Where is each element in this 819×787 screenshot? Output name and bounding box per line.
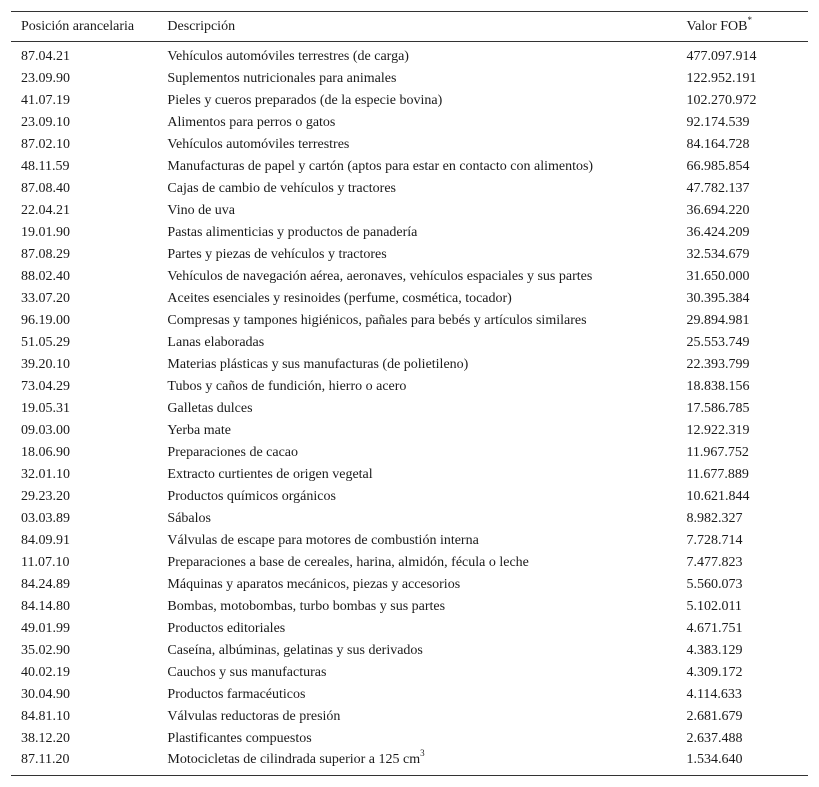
cell-description: Extracto curtientes de origen vegetal (167, 466, 373, 482)
table-row (11, 596, 808, 618)
cell-position: 29.23.20 (21, 488, 70, 504)
cell-position: 84.14.80 (21, 598, 70, 614)
cell-description: Tubos y caños de fundición, hierro o acero (167, 378, 407, 394)
cell-description: Vino de uva (167, 202, 236, 218)
cell-value-fob: 5.102.011 (686, 598, 742, 614)
cell-description: Vehículos de navegación aérea, aeronaves, vehículos espaciales y sus partes (167, 268, 593, 284)
cell-value-fob: 4.114.633 (686, 686, 742, 702)
cell-position: 19.01.90 (21, 224, 70, 240)
cell-value-fob: 4.309.172 (686, 664, 743, 680)
cell-description: Vehículos automóviles terrestres (de carga) (167, 48, 409, 64)
cell-value-fob: 8.982.327 (686, 510, 743, 526)
cell-value-fob: 2.681.679 (686, 708, 743, 724)
cell-position: 03.03.89 (21, 510, 70, 526)
cell-position: 84.24.89 (21, 576, 70, 592)
table-row (11, 530, 808, 552)
cell-position: 48.11.59 (21, 158, 70, 174)
cell-value-fob: 92.174.539 (686, 114, 750, 130)
cell-position: 41.07.19 (21, 92, 70, 108)
table-row (11, 376, 808, 398)
cell-position: 35.02.90 (21, 642, 70, 658)
cell-position: 87.08.40 (21, 180, 70, 196)
cell-description: Válvulas reductoras de presión (167, 708, 341, 724)
cell-position: 51.05.29 (21, 334, 70, 350)
cell-position: 84.09.91 (21, 532, 70, 548)
table-row (11, 244, 808, 266)
cell-value-fob: 36.424.209 (686, 224, 750, 240)
cell-description: Preparaciones de cacao (167, 444, 299, 460)
header-description: Descripción (157, 12, 676, 42)
cell-description: Aceites esenciales y resinoides (perfume, cosmética, tocador) (167, 290, 512, 306)
cell-description: Pastas alimenticias y productos de panadería (167, 224, 418, 240)
table-row (11, 134, 808, 156)
cell-value-fob: 32.534.679 (686, 246, 750, 262)
cell-value-fob: 4.383.129 (686, 642, 743, 658)
cell-description: Pieles y cueros preparados (de la especie bovina) (167, 92, 443, 108)
cell-position: 87.11.20 (21, 752, 70, 768)
table-row (11, 398, 808, 420)
table-row (11, 420, 808, 442)
cell-position: 49.01.99 (21, 620, 70, 636)
cell-description: Máquinas y aparatos mecánicos, piezas y accesorios (167, 576, 461, 592)
table-row (11, 640, 808, 662)
cell-position: 88.02.40 (21, 268, 70, 284)
cell-position: 39.20.10 (21, 356, 70, 372)
cell-position: 11.07.10 (21, 554, 70, 570)
cell-value-fob: 11.967.752 (686, 444, 749, 460)
table-row (11, 354, 808, 376)
cell-description: Cajas de cambio de vehículos y tractores (167, 180, 397, 196)
cell-value-fob: 66.985.854 (686, 158, 750, 174)
table-row (11, 508, 808, 530)
table-row (11, 332, 808, 354)
cell-position: 87.08.29 (21, 246, 70, 262)
cell-value-fob: 84.164.728 (686, 136, 750, 152)
table-row (11, 574, 808, 596)
cell-description: Preparaciones a base de cereales, harina, almidón, fécula o leche (167, 554, 529, 570)
cell-value-fob: 122.952.191 (686, 70, 757, 86)
table-row (11, 750, 808, 776)
cell-value-fob: 10.621.844 (686, 488, 750, 504)
cell-value-fob: 36.694.220 (686, 202, 750, 218)
table-row (11, 90, 808, 112)
table-row (11, 618, 808, 640)
table-header-row (11, 12, 808, 42)
cell-description: Materias plásticas y sus manufacturas (de polietileno) (167, 356, 469, 372)
cell-description: Productos editoriales (167, 620, 286, 636)
cell-position: 19.05.31 (21, 400, 70, 416)
table-row (11, 728, 808, 750)
cell-position: 96.19.00 (21, 312, 70, 328)
cell-description: Motocicletas de cilindrada superior a 125 $cm^3$ (167, 748, 425, 768)
cell-position: 40.02.19 (21, 664, 70, 680)
cell-value-fob: 22.393.799 (686, 356, 750, 372)
cell-position: 38.12.20 (21, 730, 70, 746)
cell-position: 33.07.20 (21, 290, 70, 306)
cell-value-fob: 12.922.319 (686, 422, 750, 438)
superscript: 3 (420, 748, 425, 759)
table-row (11, 486, 808, 508)
cell-description: Alimentos para perros o gatos (167, 114, 336, 130)
cell-description: Cauchos y sus manufacturas (167, 664, 327, 680)
cell-value-fob: 102.270.972 (686, 92, 757, 108)
table-body (11, 42, 808, 776)
cell-value-fob: 25.553.749 (686, 334, 750, 350)
cell-value-fob: 30.395.384 (686, 290, 750, 306)
table-row (11, 112, 808, 134)
cell-value-fob: 477.097.914 (686, 48, 757, 64)
cell-position: 84.81.10 (21, 708, 70, 724)
footnote-marker: * (747, 14, 752, 25)
table-row (11, 156, 808, 178)
cell-description: Sábalos (167, 510, 211, 526)
cell-position: 87.02.10 (21, 136, 70, 152)
table-row (11, 684, 808, 706)
table-row (11, 266, 808, 288)
header-position: Posición arancelaria (11, 12, 157, 42)
table-row (11, 442, 808, 464)
table-row (11, 552, 808, 574)
export-products-table (11, 11, 808, 776)
cell-value-fob: 5.560.073 (686, 576, 743, 592)
table-row (11, 178, 808, 200)
cell-description: Compresas y tampones higiénicos, pañales para bebés y artículos similares (167, 312, 587, 328)
cell-position: 09.03.00 (21, 422, 70, 438)
cell-description: Yerba mate (167, 422, 231, 438)
cell-description: Vehículos automóviles terrestres (167, 136, 350, 152)
cell-description: Suplementos nutricionales para animales (167, 70, 397, 86)
cell-position: 32.01.10 (21, 466, 70, 482)
cell-position: 87.04.21 (21, 48, 70, 64)
cell-value-fob: 29.894.981 (686, 312, 750, 328)
table-row (11, 200, 808, 222)
table-row (11, 42, 808, 68)
cell-value-fob: 31.650.000 (686, 268, 750, 284)
cell-description: Válvulas de escape para motores de combustión interna (167, 532, 479, 548)
cell-description: Productos químicos orgánicos (167, 488, 336, 504)
cell-description: Productos farmacéuticos (167, 686, 306, 702)
table-row (11, 222, 808, 244)
cell-description: Caseína, albúminas, gelatinas y sus derivados (167, 642, 423, 658)
cell-value-fob: 17.586.785 (686, 400, 750, 416)
cell-value-fob: 7.728.714 (686, 532, 743, 548)
cell-value-fob: 2.637.488 (686, 730, 743, 746)
cell-description: Partes y piezas de vehículos y tractores (167, 246, 387, 262)
cell-value-fob: 18.838.156 (686, 378, 750, 394)
table-row (11, 68, 808, 90)
cell-position: 18.06.90 (21, 444, 70, 460)
cell-description: Plastificantes compuestos (167, 730, 312, 746)
cell-value-fob: 47.782.137 (686, 180, 750, 196)
table-row (11, 662, 808, 684)
cell-position: 23.09.90 (21, 70, 70, 86)
cell-description: Galletas dulces (167, 400, 253, 416)
cell-position: 73.04.29 (21, 378, 70, 394)
cell-position: 22.04.21 (21, 202, 70, 218)
table-row (11, 706, 808, 728)
table-row (11, 464, 808, 486)
header-value-fob: Valor FOB* (676, 12, 808, 42)
cell-description: Manufacturas de papel y cartón (aptos para estar en contacto con alimentos) (167, 158, 594, 174)
cell-value-fob: 7.477.823 (686, 554, 743, 570)
table-row (11, 310, 808, 332)
cell-position: 23.09.10 (21, 114, 70, 130)
table-row (11, 288, 808, 310)
cell-description: Bombas, motobombas, turbo bombas y sus partes (167, 598, 446, 614)
cell-value-fob: 4.671.751 (686, 620, 743, 636)
export-table-container (11, 11, 808, 776)
cell-value-fob: 11.677.889 (686, 466, 749, 482)
cell-value-fob: 1.534.640 (686, 752, 743, 768)
cell-description: Lanas elaboradas (167, 334, 265, 350)
cell-position: 30.04.90 (21, 686, 70, 702)
